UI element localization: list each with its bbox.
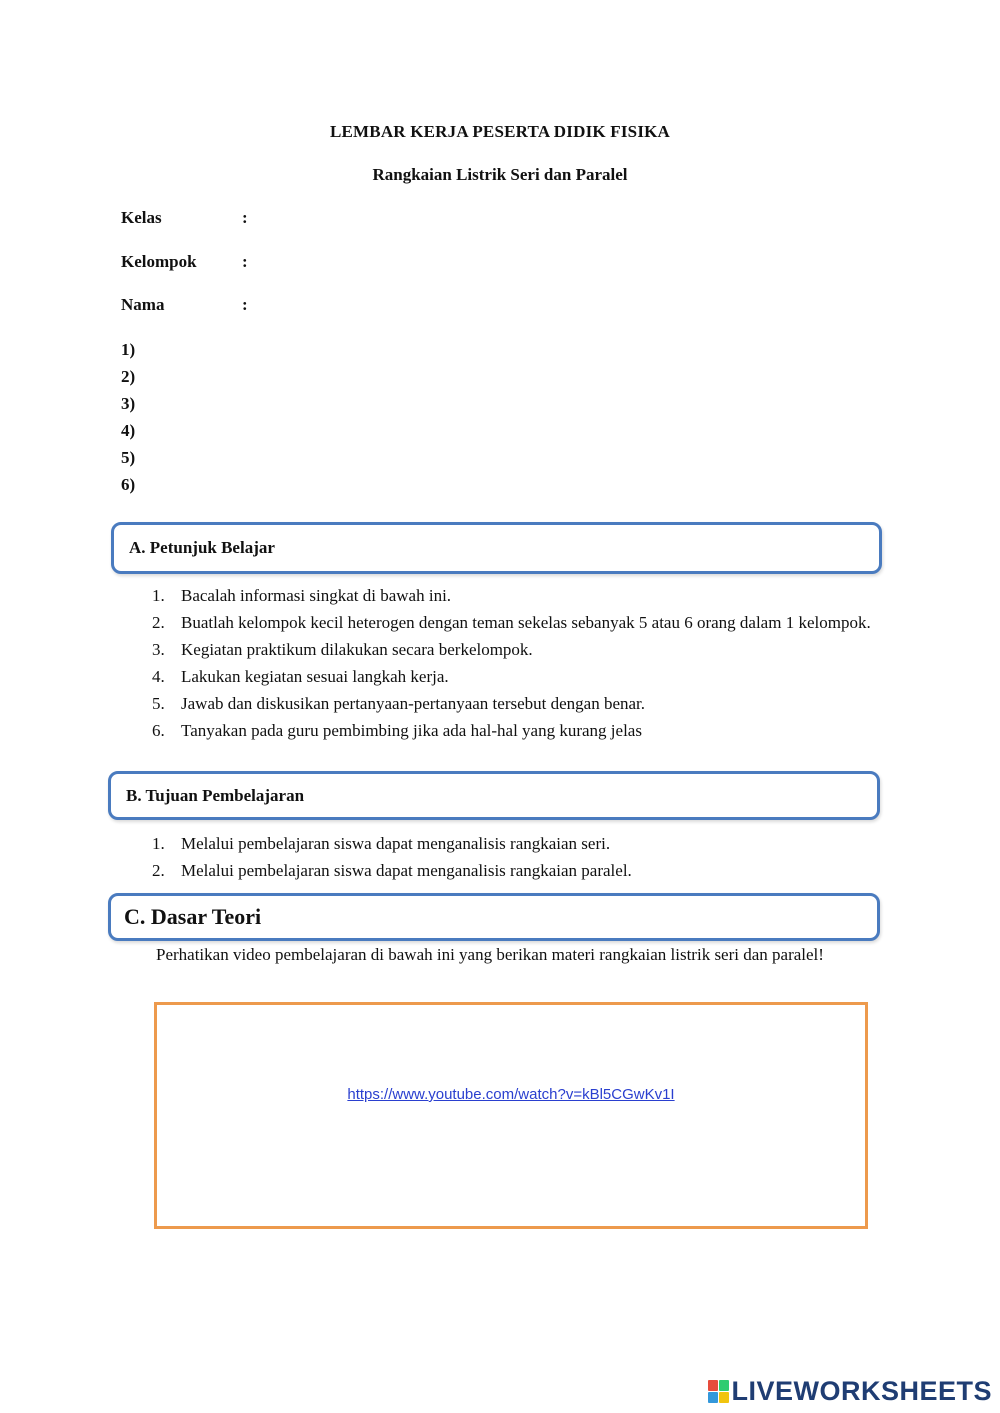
list-item <box>152 690 878 717</box>
list-item <box>152 663 878 690</box>
section-a-list <box>152 582 878 744</box>
section-b-box <box>108 771 880 820</box>
list-item-text: Melalui pembelajaran siswa dapat menganalisis rangkaian seri. <box>181 834 611 853</box>
logo-text: LIVEWORKSHEETS <box>731 1376 992 1406</box>
list-item <box>152 717 878 744</box>
list-item-text: Tanyakan pada guru pembimbing jika ada hal-hal yang kurang jelas <box>181 721 642 740</box>
page-subtitle: Rangkaian Listrik Seri dan Paralel <box>372 165 628 184</box>
list-item-text: Jawab dan diskusikan pertanyaan-pertanyaan tersebut dengan benar. <box>181 694 646 713</box>
member-number: 1) <box>121 340 136 359</box>
list-item-number: 2. <box>152 613 165 632</box>
section-b-title: B. Tujuan Pembelajaran <box>126 785 305 805</box>
section-a-box <box>111 522 882 574</box>
field-label-kelompok: Kelompok <box>121 252 197 271</box>
section-b-list <box>152 830 878 884</box>
member-number: 6) <box>121 475 136 494</box>
member-number: 4) <box>121 421 136 440</box>
liveworksheets-logo[interactable] <box>708 1376 992 1407</box>
list-item-number: 6. <box>152 721 165 740</box>
list-item-text: Melalui pembelajaran siswa dapat menganalisis rangkaian paralel. <box>181 861 632 880</box>
field-colon: : <box>242 252 248 271</box>
list-item-number: 1. <box>152 586 165 605</box>
section-c-paragraph: Perhatikan video pembelajaran di bawah ini yang berikan materi rangkaian listrik seri dan paralel! <box>156 945 824 964</box>
list-item-text: Buatlah kelompok kecil heterogen dengan teman sekelas sebanyak 5 atau 6 orang dalam 1 kelompok. <box>181 613 871 632</box>
logo-cell <box>708 1392 718 1403</box>
list-item-number: 5. <box>152 694 165 713</box>
list-item <box>152 609 878 636</box>
section-c-box <box>108 893 880 941</box>
video-link[interactable]: https://www.youtube.com/watch?v=kBl5CGwKv1I <box>347 1086 675 1103</box>
list-item <box>152 636 878 663</box>
list-item <box>152 857 878 884</box>
video-box <box>154 1002 868 1229</box>
field-label-nama: Nama <box>121 295 165 314</box>
logo-cell <box>708 1380 718 1391</box>
list-item-number: 4. <box>152 667 165 686</box>
list-item-number: 1. <box>152 834 165 853</box>
list-item <box>152 830 878 857</box>
logo-cell <box>719 1380 729 1391</box>
list-item-text: Bacalah informasi singkat di bawah ini. <box>181 586 452 605</box>
list-item <box>152 582 878 609</box>
field-colon: : <box>242 295 248 314</box>
list-item-text: Lakukan kegiatan sesuai langkah kerja. <box>181 667 449 686</box>
logo-cell <box>719 1392 729 1403</box>
list-item-text: Kegiatan praktikum dilakukan secara berkelompok. <box>181 640 533 659</box>
field-colon: : <box>242 208 248 227</box>
list-item-number: 2. <box>152 861 165 880</box>
member-number: 3) <box>121 394 136 413</box>
page-title: LEMBAR KERJA PESERTA DIDIK FISIKA <box>329 122 671 141</box>
section-c-title: C. Dasar Teori <box>124 904 262 929</box>
list-item-number: 3. <box>152 640 165 659</box>
member-number: 2) <box>121 367 136 386</box>
member-number: 5) <box>121 448 136 467</box>
section-a-title: A. Petunjuk Belajar <box>129 538 275 557</box>
field-label-kelas: Kelas <box>121 208 162 227</box>
liveworksheets-logo-icon <box>708 1380 729 1403</box>
